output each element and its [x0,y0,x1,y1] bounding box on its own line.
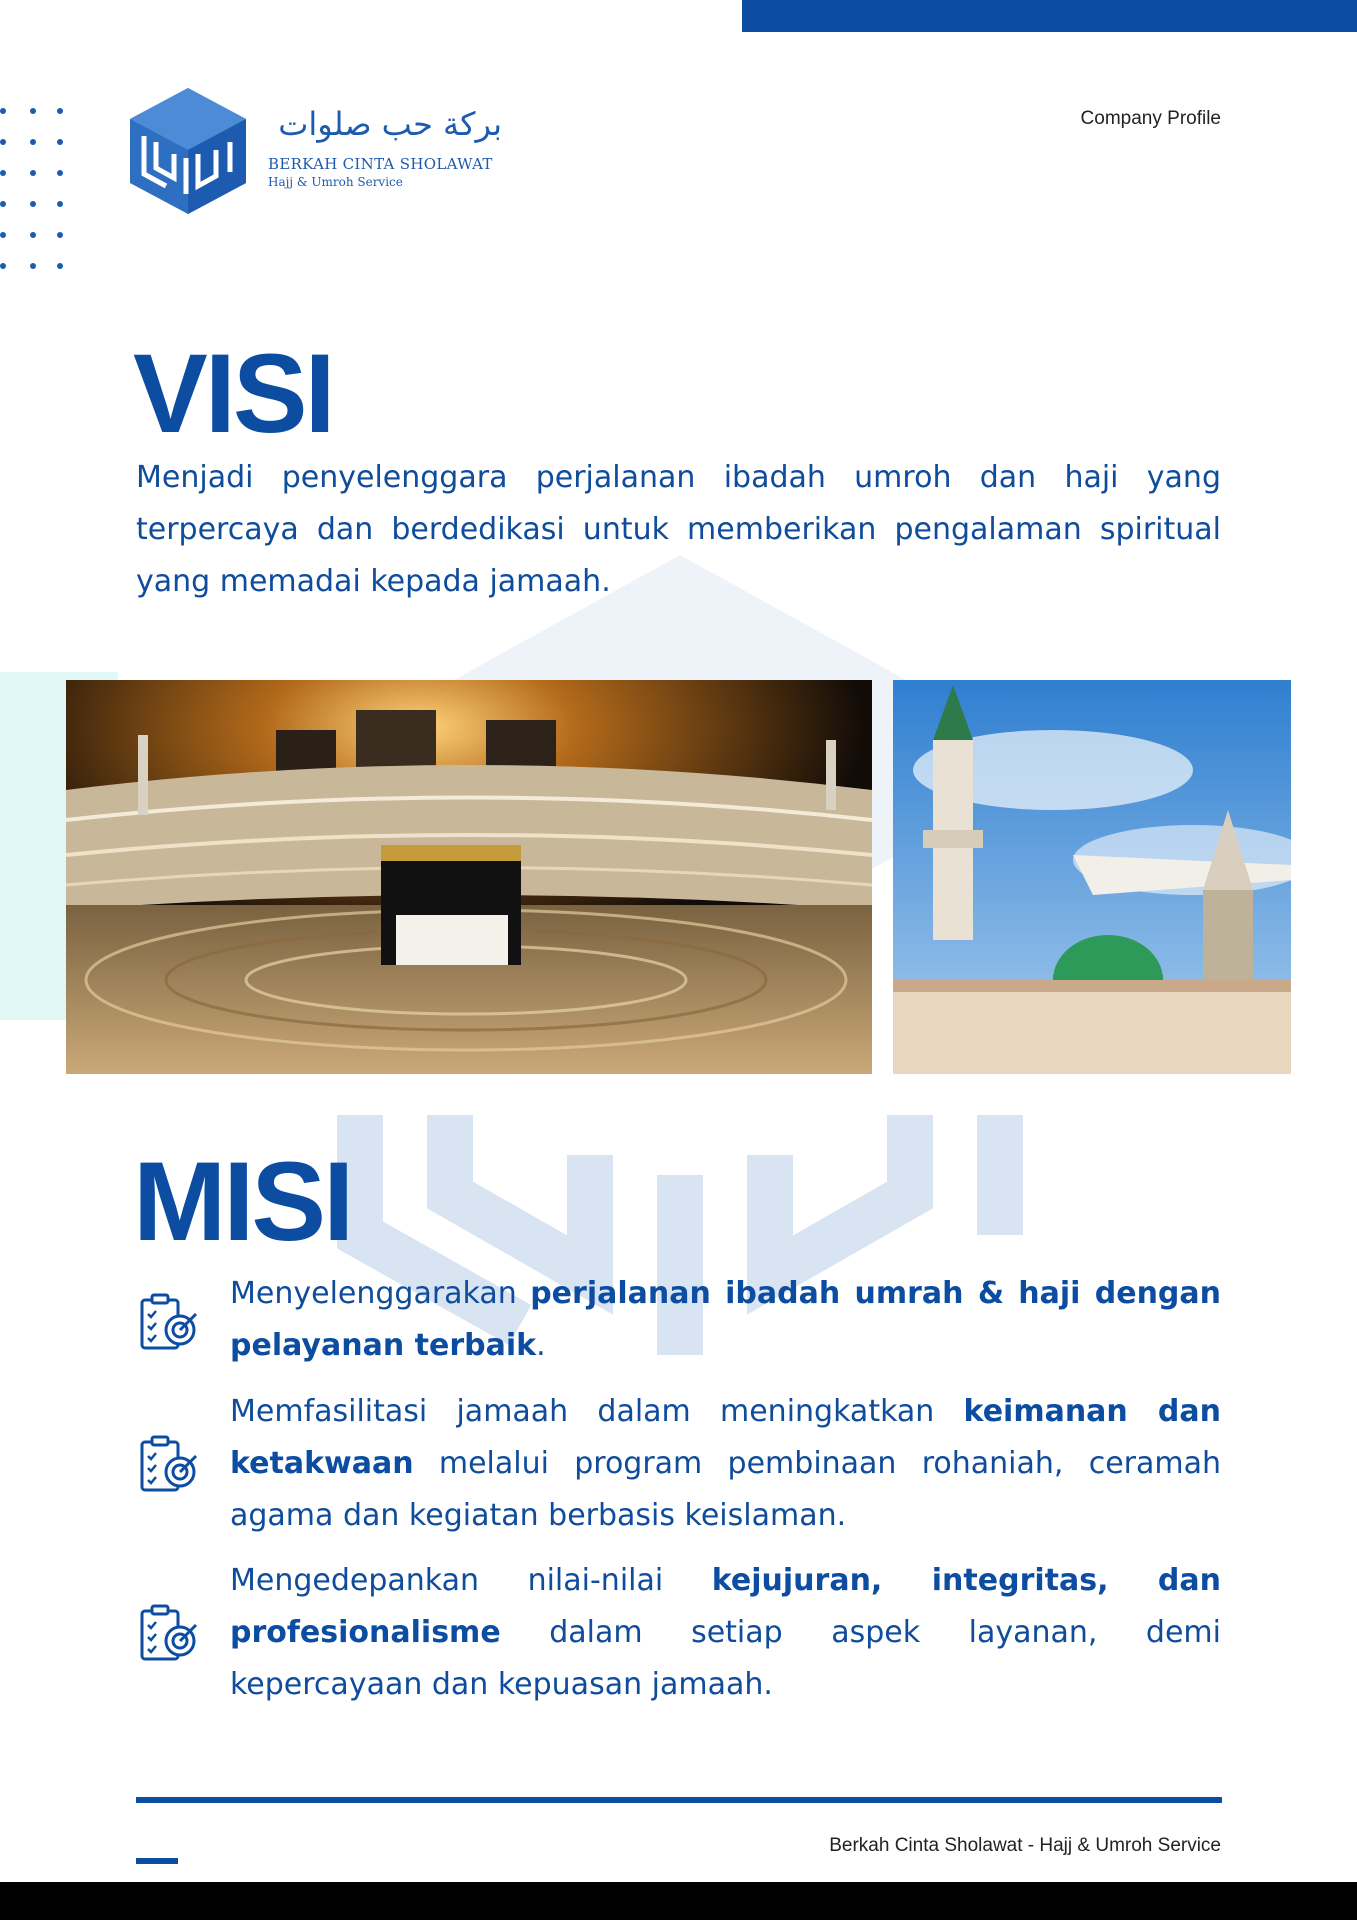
logo-tagline: Hajj & Umroh Service [268,175,403,189]
footer-text: Berkah Cinta Sholawat - Hajj & Umroh Service [829,1835,1221,1856]
visi-heading: VISI [133,331,333,456]
mission-item [136,1268,1222,1378]
mission-text: Mengedepankan nilai-nilai kejujuran, integritas, dan profesionalisme dalam setiap aspek layanan, demi kepercayaan dan kepuasan jamaah. [230,1563,1221,1702]
misi-heading: MISI [133,1139,352,1264]
document-label: Company Profile [1080,108,1221,129]
checklist-target-icon [136,1432,200,1496]
checklist-target-icon [136,1601,200,1665]
footer-accent-dash [136,1858,178,1864]
top-accent-bar [742,0,1357,32]
kaaba-photo [66,680,872,1074]
mission-item [136,1386,1222,1546]
bottom-bar [0,1882,1357,1920]
nabawi-mosque-photo [893,680,1291,1074]
mission-text: Memfasilitasi jamaah dalam meningkatkan keimanan dan ketakwaan melalui program pembinaan rohaniah, ceramah agama dan kegiatan berbasis keislaman. [230,1394,1221,1533]
logo-arabic-text: بركة حب صلوات [278,105,502,143]
mission-item [136,1555,1222,1715]
decorative-dot-grid [0,100,80,280]
footer-divider [136,1797,1222,1803]
checklist-target-icon [136,1290,200,1354]
mission-text: Menyelenggarakan perjalanan ibadah umrah & haji dengan pelayanan terbaik. [230,1276,1222,1363]
visi-text: Menjadi penyelenggara perjalanan ibadah umroh dan haji yang terpercaya dan berdedikasi untuk memberikan pengalaman spiritual yang memadai kepada jamaah. [136,460,1221,599]
company-logo-icon [130,88,246,214]
logo-company-name: BERKAH CINTA SHOLAWAT [268,155,493,173]
